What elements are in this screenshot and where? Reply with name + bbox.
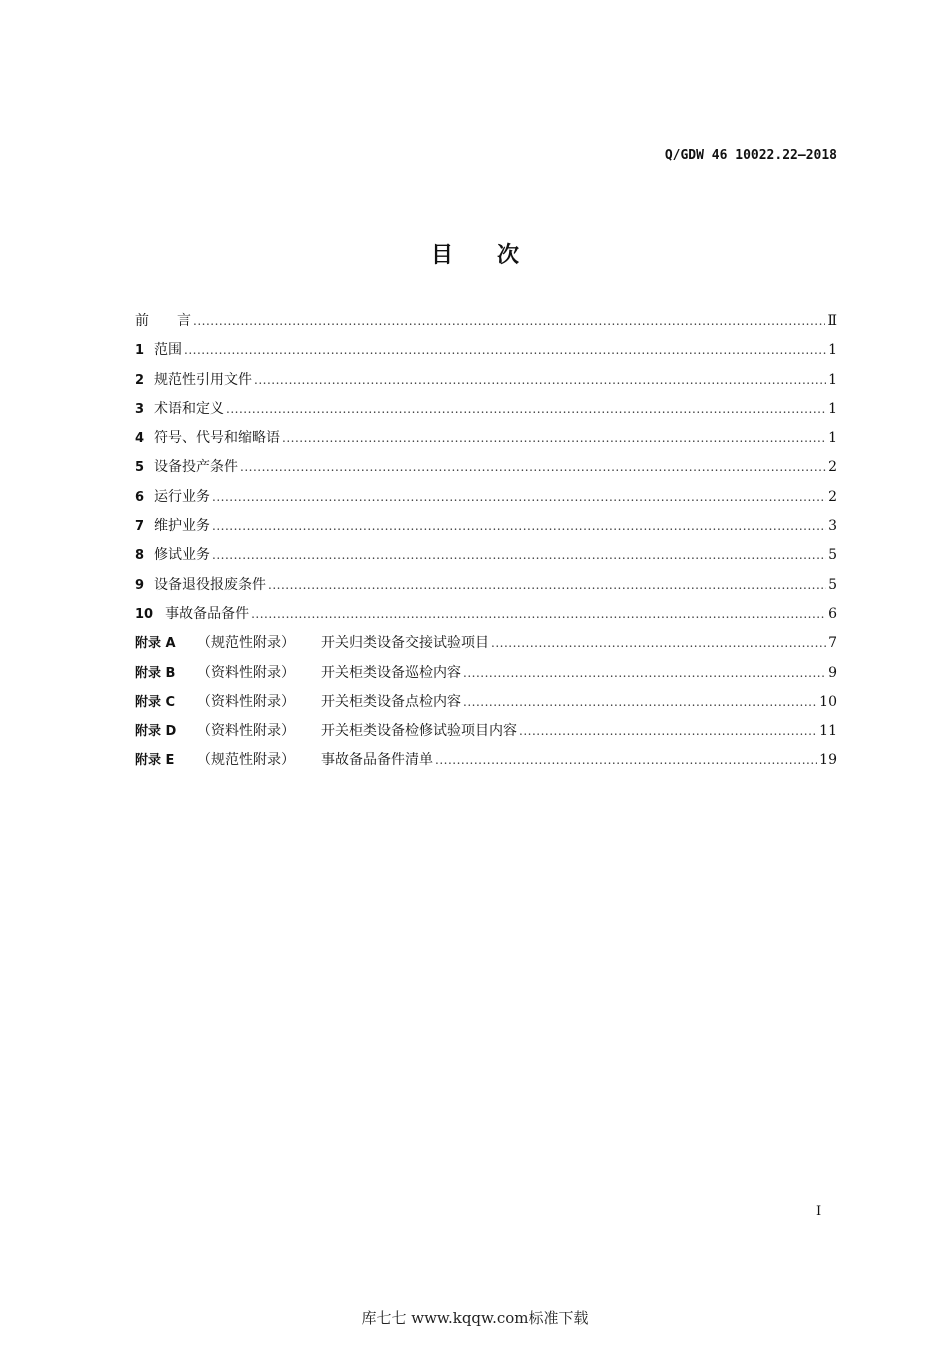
dot-leader	[212, 548, 826, 562]
toc-entry-5[interactable]	[135, 456, 837, 485]
dot-leader	[491, 636, 826, 650]
toc-appendix-c[interactable]	[135, 691, 837, 720]
appendix-title: 开关柜类设备检修试验项目内容	[321, 723, 517, 740]
toc-entry-1[interactable]	[135, 339, 837, 368]
toc-entry-number: 5	[135, 460, 145, 476]
toc-entry-6[interactable]	[135, 486, 837, 515]
appendix-page: 11	[819, 723, 837, 740]
toc-entry-number: 7	[135, 519, 145, 535]
toc-entry-title: 规范性引用文件	[154, 371, 253, 388]
dot-leader	[463, 666, 826, 680]
toc-entry-4[interactable]	[135, 427, 837, 456]
dot-leader	[519, 724, 817, 738]
appendix-type: （资料性附录）	[197, 693, 295, 710]
appendix-page: 10	[819, 693, 837, 710]
appendix-title: 开关归类设备交接试验项目	[321, 635, 489, 652]
toc-entry-foreword[interactable]	[135, 310, 837, 339]
toc-entry-number: 10	[135, 606, 154, 622]
toc-entry-page: 1	[828, 400, 837, 417]
toc-appendix-d[interactable]	[135, 720, 837, 749]
toc-entry-9[interactable]	[135, 574, 837, 603]
toc-entry-page: 2	[828, 459, 837, 476]
dot-leader	[226, 402, 826, 416]
toc-entry-title: 事故备品备件	[165, 605, 250, 622]
appendix-title: 事故备品备件清单	[321, 752, 433, 769]
toc-entry-title: 范围	[154, 342, 183, 359]
toc-entry-page: 5	[828, 576, 837, 593]
appendix-label: 附录 E	[135, 753, 175, 769]
dot-leader	[193, 314, 825, 328]
dot-leader	[435, 753, 817, 767]
toc-entry-2[interactable]	[135, 369, 837, 398]
toc-entry-title: 维护业务	[154, 518, 211, 535]
toc-entry-8[interactable]	[135, 544, 837, 573]
appendix-type: （规范性附录）	[197, 635, 295, 652]
toc-entry-number: 9	[135, 577, 145, 593]
toc-entry-number: 3	[135, 401, 145, 417]
dot-leader	[240, 460, 826, 474]
toc-entry-title: 符号、代号和缩略语	[154, 430, 281, 447]
table-of-contents	[135, 310, 837, 779]
appendix-page: 19	[819, 752, 837, 769]
appendix-label: 附录 B	[135, 665, 176, 681]
dot-leader	[212, 519, 826, 533]
toc-entry-title: 前 言	[135, 313, 191, 329]
toc-entry-page: 1	[828, 430, 837, 447]
appendix-title: 开关柜类设备巡检内容	[321, 664, 461, 681]
appendix-title: 开关柜类设备点检内容	[321, 693, 461, 710]
toc-appendix-b[interactable]	[135, 662, 837, 691]
toc-entry-title: 修试业务	[154, 547, 211, 564]
toc-entry-title: 术语和定义	[154, 400, 225, 417]
appendix-label: 附录 C	[135, 694, 176, 710]
toc-entry-page: 6	[828, 605, 837, 622]
page-title: 目 次	[430, 243, 519, 268]
toc-entry-title: 设备投产条件	[154, 459, 239, 476]
toc-entry-number: 8	[135, 548, 145, 564]
dot-leader	[463, 695, 817, 709]
toc-entry-title: 设备退役报废条件	[154, 576, 267, 593]
toc-entry-page: 2	[828, 488, 837, 505]
toc-entry-page: 1	[828, 342, 837, 359]
toc-entry-number: 4	[135, 431, 145, 447]
download-watermark: 库七七 www.kqqw.com标准下载	[361, 1309, 589, 1327]
dot-leader	[251, 607, 826, 621]
toc-entry-number: 6	[135, 489, 145, 505]
appendix-type: （资料性附录）	[197, 723, 295, 740]
dot-leader	[184, 343, 826, 357]
dot-leader	[212, 490, 826, 504]
toc-appendix-e[interactable]	[135, 749, 837, 778]
toc-entry-page: 5	[828, 547, 837, 564]
dot-leader	[282, 431, 826, 445]
toc-appendix-a[interactable]	[135, 632, 837, 661]
toc-entry-page: 3	[828, 518, 837, 535]
page-number: I	[816, 1204, 822, 1219]
standard-code: Q/GDW 46 10022.22—2018	[664, 148, 837, 163]
toc-entry-10[interactable]	[135, 603, 837, 632]
toc-entry-7[interactable]	[135, 515, 837, 544]
appendix-page: 7	[828, 635, 837, 652]
toc-entry-number: 1	[135, 343, 145, 359]
toc-entry-title: 运行业务	[154, 488, 211, 505]
toc-entry-number: 2	[135, 372, 145, 388]
appendix-type: （规范性附录）	[197, 752, 295, 769]
appendix-type: （资料性附录）	[197, 664, 295, 681]
appendix-page: 9	[828, 664, 837, 681]
appendix-label: 附录 A	[135, 636, 176, 652]
toc-entry-page: 1	[828, 371, 837, 388]
dot-leader	[268, 578, 826, 592]
toc-entry-page: Ⅱ	[827, 313, 837, 329]
toc-entry-3[interactable]	[135, 398, 837, 427]
appendix-label: 附录 D	[135, 724, 177, 740]
dot-leader	[254, 373, 826, 387]
